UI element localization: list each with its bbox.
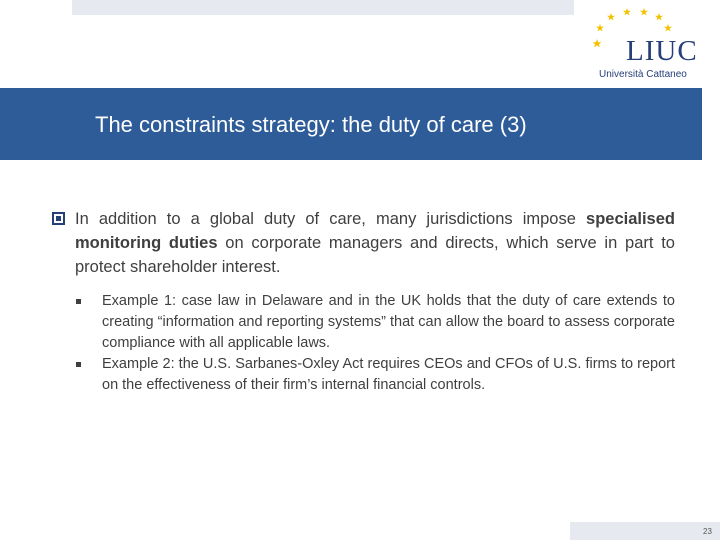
main-bullet-item — [52, 207, 675, 279]
slide-title: The constraints strategy: the duty of care (3) — [95, 112, 527, 137]
small-square-bullet-icon — [76, 362, 81, 367]
square-bullet-icon — [52, 212, 65, 225]
sub-bullet-item — [75, 354, 675, 396]
top-decorative-strip — [72, 0, 574, 15]
sub-bullet-text: Example 1: case law in Delaware and in the UK holds that the duty of care extends to creating “information and reporting systems” that can allow the board to assess corporate compliance with all applicable laws. — [102, 293, 675, 351]
slide-content — [52, 207, 675, 396]
sub-bullet-item — [75, 291, 675, 354]
logo-wordmark: LIUC — [626, 35, 698, 67]
bottom-decorative-strip — [570, 522, 720, 540]
bullet-text-after: on corporate managers and directs, which serve in part to protect shareholder interest. — [75, 234, 675, 276]
logo-subtitle: Università Cattaneo — [599, 69, 687, 80]
page-number: 23 — [703, 527, 712, 536]
liuc-logo — [580, 2, 712, 84]
small-square-bullet-icon — [76, 299, 81, 304]
sub-bullet-list — [75, 291, 675, 396]
bullet-bold-text: specialised monitoring duties — [75, 210, 675, 252]
sub-bullet-text: Example 2: the U.S. Sarbanes-Oxley Act requires CEOs and CFOs of U.S. firms to report on the effectiveness of their firm’s internal financial controls. — [102, 356, 675, 393]
bullet-text-before: In addition to a global duty of care, many jurisdictions impose — [75, 210, 587, 228]
